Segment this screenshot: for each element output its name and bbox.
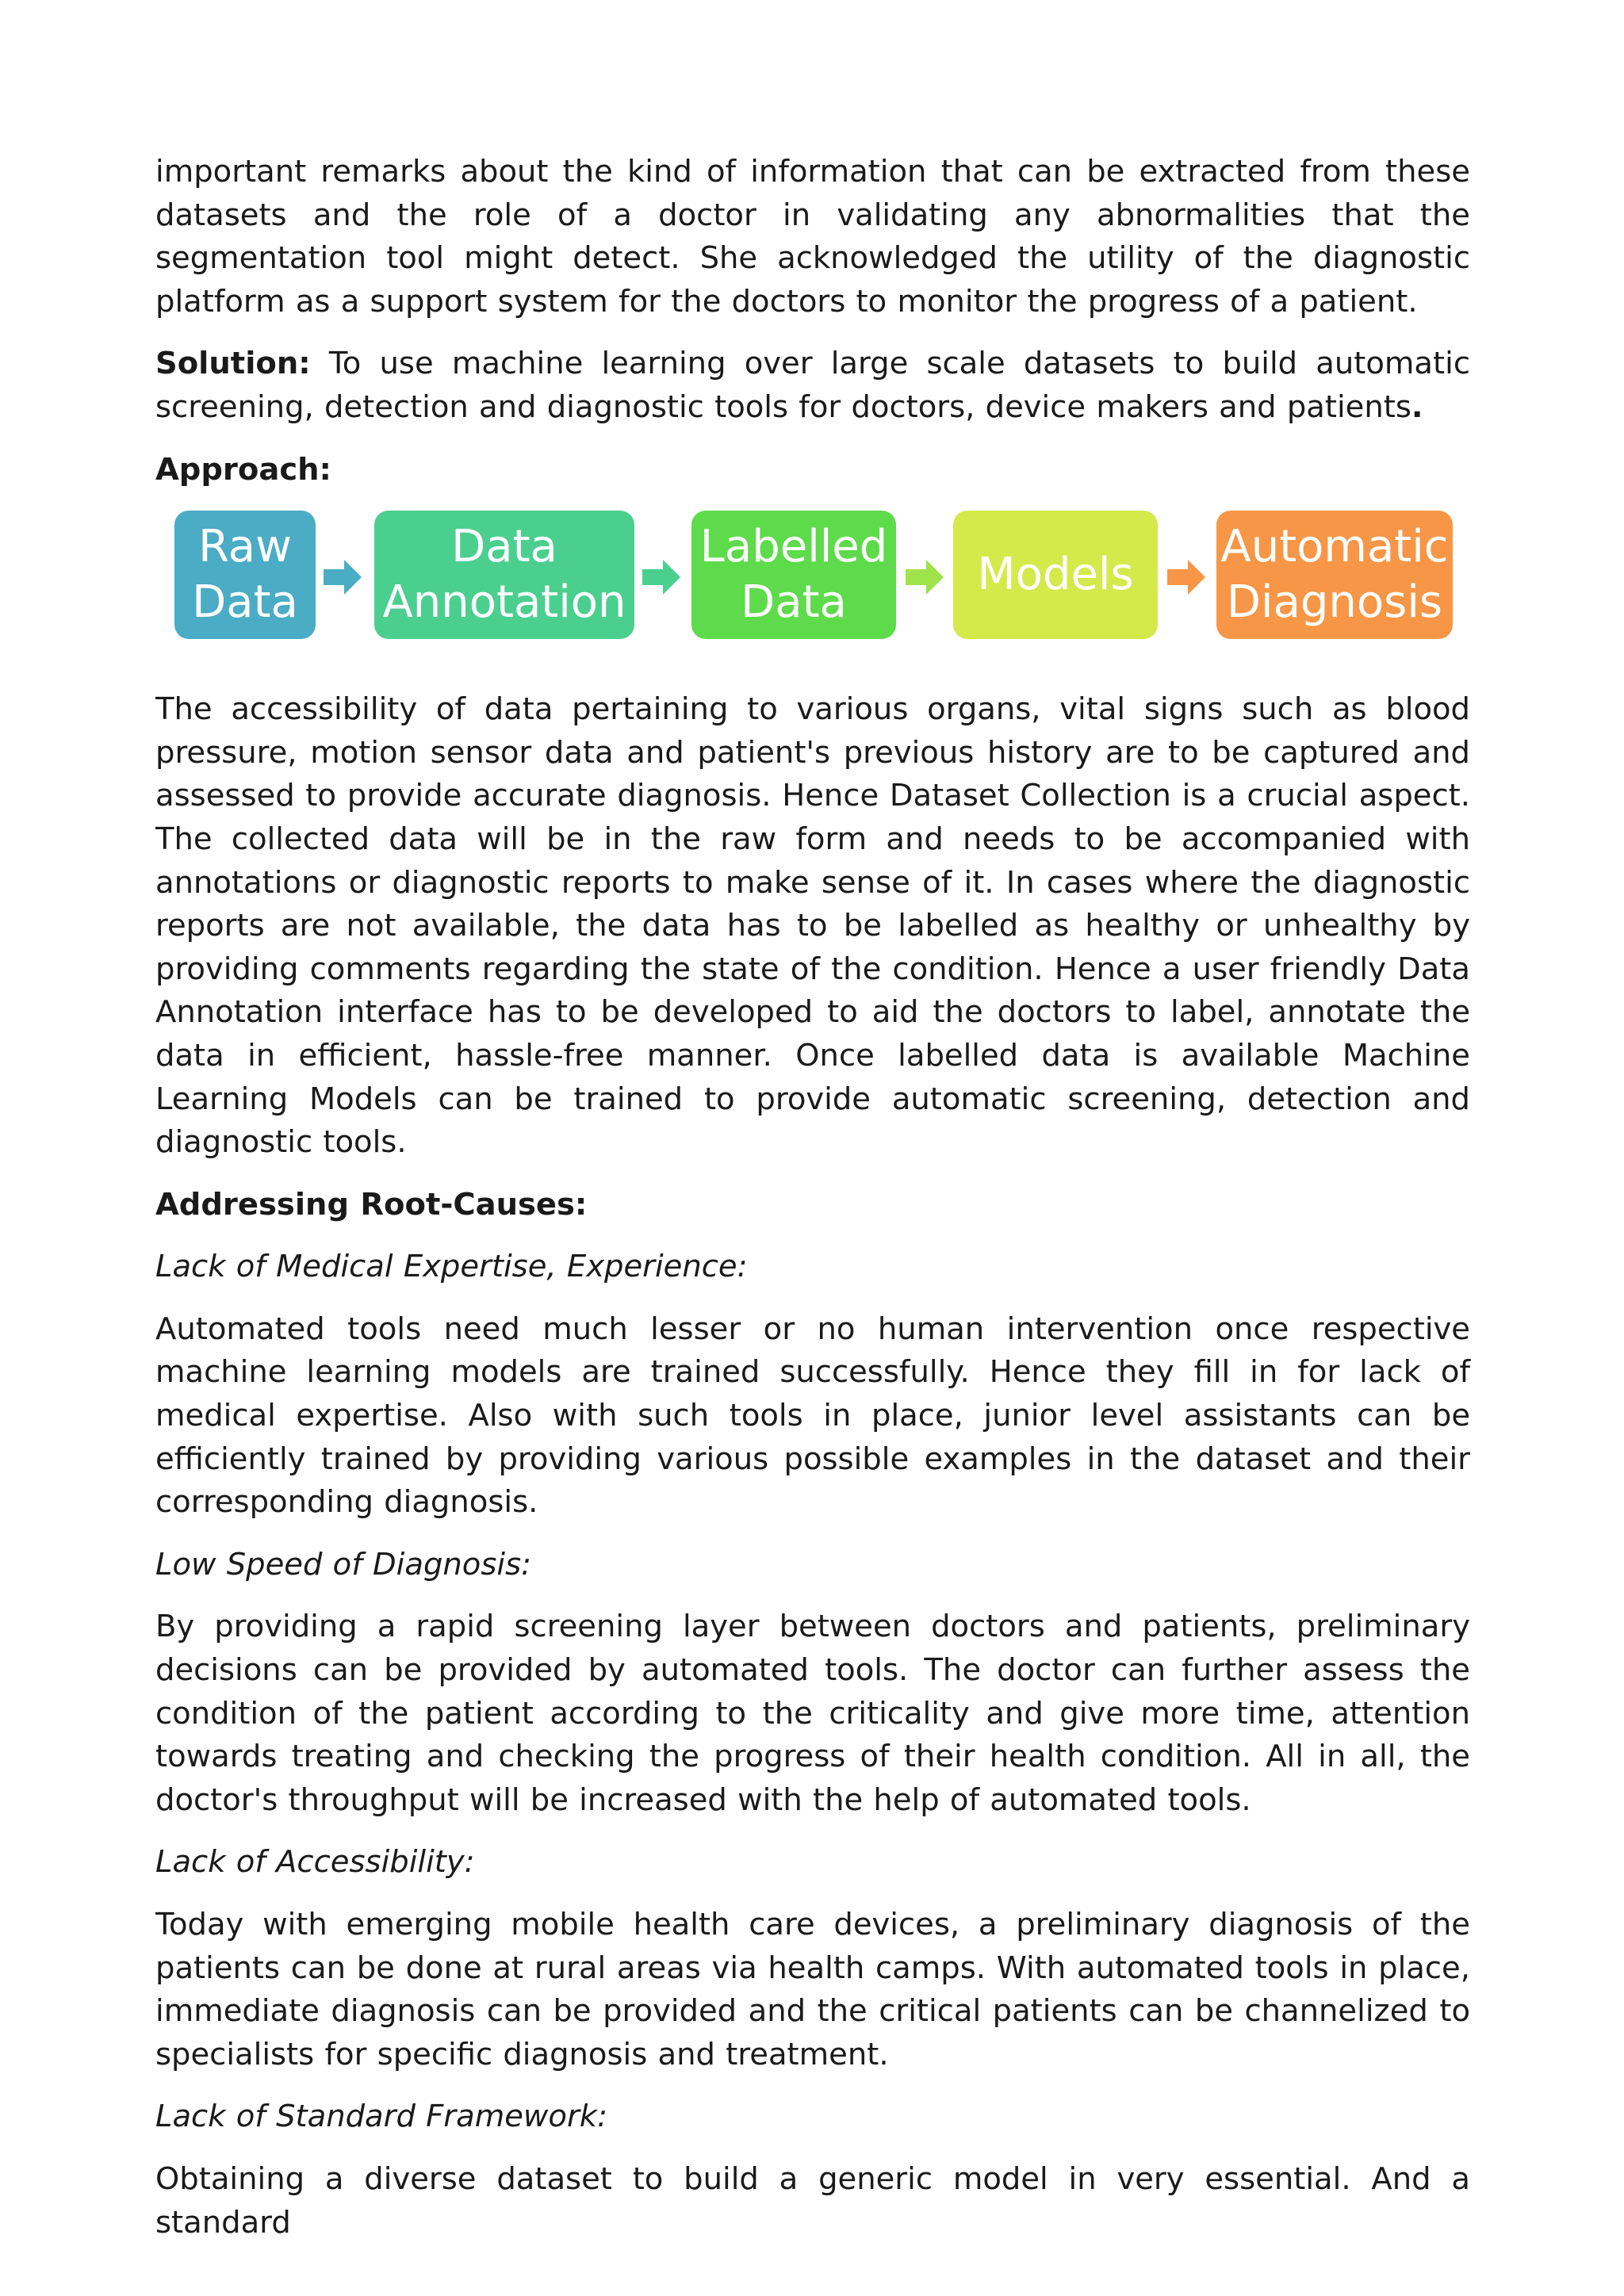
document-body [155,151,1470,2263]
flow-step-automatic-diagnosis [1216,511,1453,639]
paragraph-standard-framework: Obtaining a diverse dataset to build a generic model in very essential. And a standard [155,2160,1470,2241]
flow-arrow-icon [1167,558,1205,596]
subheading-accessibility: Lack of Accessibility: [155,1844,475,1881]
flow-arrow-icon [642,558,680,596]
solution-period: . [1411,388,1423,425]
flow-arrow-icon [324,558,362,596]
flow-step-labelled-data [691,511,896,639]
flow-step-line1: Models [977,549,1134,601]
flow-step-line2: Diagnosis [1226,576,1443,629]
flow-step-line2: Data [741,576,847,629]
subheading-standard-framework: Lack of Standard Framework: [155,2099,608,2135]
flow-step-raw-data [174,511,316,639]
paragraph-medical-expertise: Automated tools need much lesser or no human intervention once respective machine learning models are trained successfully. Hence they fill in for lack of medical expertise. Also with such tools in place, junior level assistants can be efficiently trained by providing various possible examples in the dataset and their corresponding diagnosis. [155,1311,1470,1521]
flow-step-line1: Raw [198,521,292,573]
flow-step-data-annotation [374,511,634,639]
paragraph-accessibility: The accessibility of data pertaining to various organs, vital signs such as blood pressure, motion sensor data and patient's previous history are to be captured and assessed to provide accurate diagnosis. Hence Dataset Collection is a crucial aspect. The collected data will be in the raw form and needs to be accompanied with annotations or diagnostic reports to make sense of it. In cases where the diagnostic reports are not available, the data has to be labelled as healthy or unhealthy by providing comments regarding the state of the condition. Hence a user friendly Data Annotation interface has to be developed to aid the doctors to label, annotate the data in efficient, hassle-free manner. Once labelled data is available Machine Learning Models can be trained to provide automatic screening, detection and diagnostic tools. [155,691,1470,1161]
approach-heading: Approach: [155,451,331,488]
flow-step-line2: Annotation [382,576,626,629]
flow-step-line1: Labelled [699,521,888,573]
flow-arrow-icon [906,558,944,596]
flow-step-line2: Data [192,576,298,629]
paragraph-solution [155,342,1470,429]
paragraph-intro: important remarks about the kind of information that can be extracted from these datasets and the role of a doctor in validating any abnormalities that the segmentation tool might detect. She acknowledged the utility of the diagnostic platform as a support system for the doctors to monitor the progress of a patient. [155,154,1470,320]
paragraph-accessibility-cause: Today with emerging mobile health care devices, a preliminary diagnosis of the patients can be done at rural areas via health camps. With automated tools in place, immediate diagnosis can be provided and the critical patients can be channelized to specialists for specific diagnosis and treatment. [155,1907,1470,2072]
subheading-speed-of-diagnosis: Low Speed of Diagnosis: [155,1546,532,1582]
root-causes-heading: Addressing Root-Causes: [155,1186,588,1223]
solution-label: Solution: [155,346,311,382]
flow-step-line1: Automatic [1220,521,1449,573]
flow-step-models [953,511,1158,639]
approach-flow-diagram [155,511,1470,652]
subheading-medical-expertise: Lack of Medical Expertise, Experience: [155,1249,748,1285]
paragraph-speed-of-diagnosis: By providing a rapid screening layer between doctors and patients, preliminary decisions can be provided by automated tools. The doctor can further assess the condition of the patient according to the criticality and give more time, attention towards treating and checking the progress of their health condition. All in all, the doctor's throughput will be increased with the help of automated tools. [155,1609,1470,1818]
flow-step-line1: Data [451,521,557,573]
solution-text: To use machine learning over large scale datasets to build automatic screening, detection and diagnostic tools for doctors, device makers and patients [155,346,1470,425]
